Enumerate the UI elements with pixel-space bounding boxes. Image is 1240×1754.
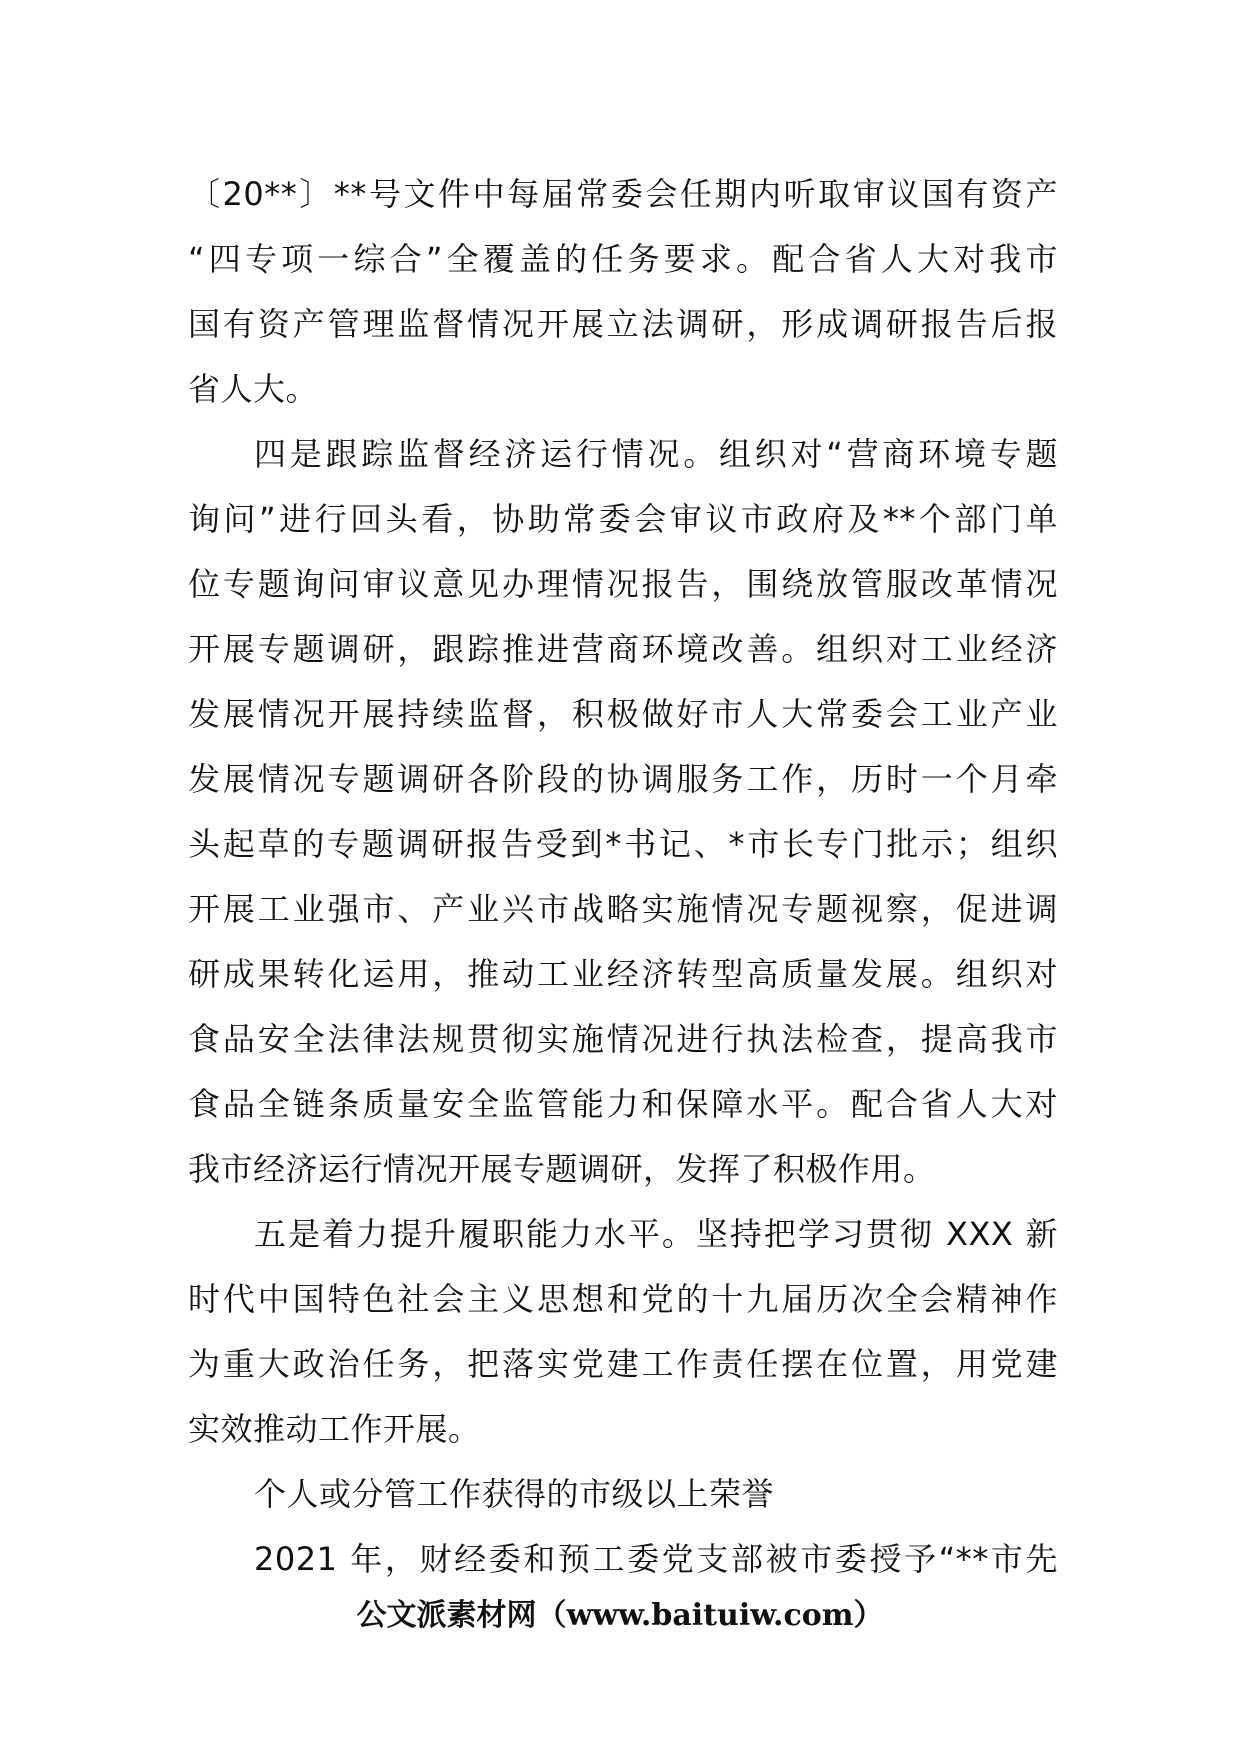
text-line: 四是跟踪监督经济运行情况。组织对“营商环境专题 [254, 435, 1058, 473]
text-line: 询问”进行回头看，协助常委会审议市政府及**个部门单 [188, 500, 1058, 538]
text-line: 食品安全法律法规贯彻实施情况进行执法检查，提高我市 [188, 1020, 1058, 1058]
text-line: 时代中国特色社会主义思想和党的十九届历次全会精神作 [188, 1280, 1058, 1318]
text-line: 头起草的专题调研报告受到*书记、*市长专门批示；组织 [188, 825, 1058, 863]
text-line: 〔20**〕**号文件中每届常委会任期内听取审议国有资产 [188, 175, 1058, 213]
text-line: 食品全链条质量安全监管能力和保障水平。配合省人大对 [188, 1085, 1058, 1123]
document-body [188, 162, 1058, 1592]
footer-watermark: 公文派素材网（www.baituiw.com） [356, 1598, 884, 1633]
text-line: 位专题询问审议意见办理情况报告，围绕放管服改革情况 [188, 565, 1058, 603]
text-line: 发展情况专题调研各阶段的协调服务工作，历时一个月牵 [188, 760, 1058, 798]
text-line: 国有资产管理监督情况开展立法调研，形成调研报告后报 [188, 305, 1058, 343]
text-line: 发展情况开展持续监督，积极做好市人大常委会工业产业 [188, 695, 1058, 733]
text-line: 我市经济运行情况开展专题调研，发挥了积极作用。 [188, 1150, 936, 1188]
text-line: 开展专题调研，跟踪推进营商环境改善。组织对工业经济 [188, 630, 1058, 668]
text-line: 五是着力提升履职能力水平。坚持把学习贯彻 XXX 新 [254, 1215, 1058, 1253]
text-line: 开展工业强市、产业兴市战略实施情况专题视察，促进调 [188, 890, 1058, 928]
text-line: 为重大政治任务，把落实党建工作责任摆在位置，用党建 [188, 1345, 1058, 1383]
text-line: 实效推动工作开展。 [188, 1410, 481, 1448]
text-line: “四专项一综合”全覆盖的任务要求。配合省人大对我市 [188, 240, 1058, 278]
text-line: 省人大。 [188, 370, 319, 408]
text-line: 2021 年，财经委和预工委党支部被市委授予“**市先 [254, 1540, 1058, 1578]
text-line: 研成果转化运用，推动工业经济转型高质量发展。组织对 [188, 955, 1058, 993]
section-heading: 个人或分管工作获得的市级以上荣誉 [254, 1475, 775, 1513]
